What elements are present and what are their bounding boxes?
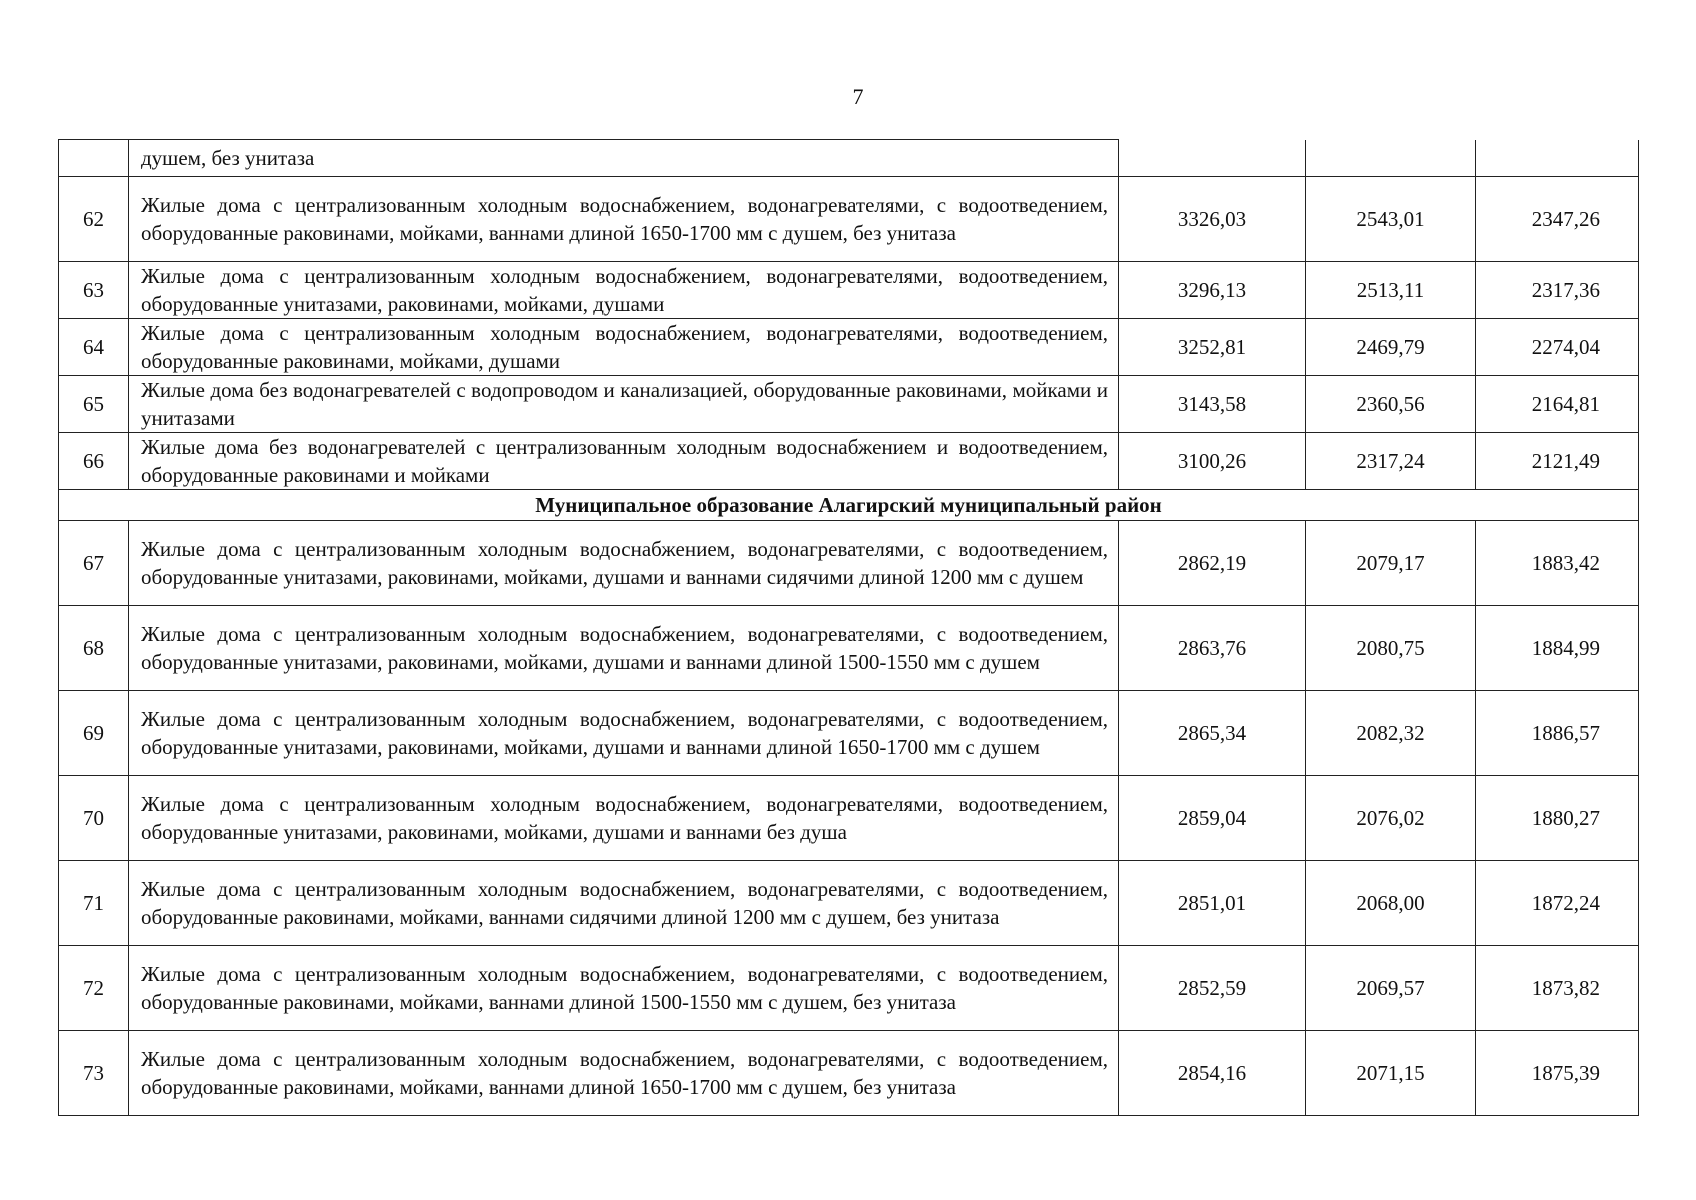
value-1: 3252,81 — [1119, 319, 1306, 376]
value-cell-3 — [1476, 140, 1639, 177]
row-number: 66 — [59, 433, 129, 490]
value-1: 2863,76 — [1119, 606, 1306, 691]
row-number: 68 — [59, 606, 129, 691]
value-cell-1 — [1119, 140, 1306, 177]
table-row — [59, 1031, 1639, 1116]
table-row — [59, 177, 1639, 262]
row-description: Жилые дома с централизованным холодным водоснабжением, водонагревателями, с водоотведением, оборудованные раковинами, мойками, ваннами длиной 1500-1550 мм с душем, без унитаза — [129, 946, 1119, 1031]
table-row — [59, 606, 1639, 691]
value-2: 2543,01 — [1306, 177, 1476, 262]
table-row — [59, 776, 1639, 861]
row-description: Жилые дома с централизованным холодным водоснабжением, водонагревателями, с водоотведением, оборудованные унитазами, раковинами, мойками, душами и ваннами сидячими длиной 1200 мм с душем — [129, 521, 1119, 606]
row-description: Жилые дома без водонагревателей с централизованным холодным водоснабжением и водоотведением, оборудованные раковинами и мойками — [129, 433, 1119, 490]
table-row — [59, 433, 1639, 490]
table-row — [59, 262, 1639, 319]
row-description: Жилые дома с централизованным холодным водоснабжением, водонагревателями, водоотведением, оборудованные унитазами, раковинами, мойками, душами — [129, 262, 1119, 319]
value-1: 2852,59 — [1119, 946, 1306, 1031]
row-description: Жилые дома с централизованным холодным водоснабжением, водонагревателями, с водоотведением, оборудованные раковинами, мойками, ваннами длиной 1650-1700 мм с душем, без унитаза — [129, 1031, 1119, 1116]
table-body-top — [59, 140, 1639, 490]
table-row — [59, 319, 1639, 376]
row-description: Жилые дома с централизованным холодным водоснабжением, водонагревателями, с водоотведением, оборудованные раковинами, мойками, ваннами сидячими длиной 1200 мм с душем, без унитаза — [129, 861, 1119, 946]
value-2: 2068,00 — [1306, 861, 1476, 946]
value-3: 2274,04 — [1476, 319, 1639, 376]
value-1: 3326,03 — [1119, 177, 1306, 262]
value-3: 1872,24 — [1476, 861, 1639, 946]
value-3: 1880,27 — [1476, 776, 1639, 861]
value-3: 1883,42 — [1476, 521, 1639, 606]
row-number: 63 — [59, 262, 129, 319]
value-1: 2851,01 — [1119, 861, 1306, 946]
value-2: 2513,11 — [1306, 262, 1476, 319]
section-header-row — [59, 490, 1639, 521]
value-1: 2865,34 — [1119, 691, 1306, 776]
row-number: 69 — [59, 691, 129, 776]
page-number: 7 — [852, 84, 864, 109]
value-2: 2071,15 — [1306, 1031, 1476, 1116]
section-title: Муниципальное образование Алагирский муниципальный район — [59, 490, 1639, 521]
tariff-table — [58, 139, 1639, 1116]
value-1: 3100,26 — [1119, 433, 1306, 490]
row-number: 70 — [59, 776, 129, 861]
row-number: 73 — [59, 1031, 129, 1116]
table-row — [59, 521, 1639, 606]
row-description: Жилые дома с централизованным холодным водоснабжением, водонагревателями, водоотведением, оборудованные раковинами, мойками, душами — [129, 319, 1119, 376]
value-1: 3143,58 — [1119, 376, 1306, 433]
row-description: Жилые дома с централизованным холодным водоснабжением, водонагревателями, с водоотведением, оборудованные унитазами, раковинами, мойками, душами и ваннами длиной 1650-1700 мм с душем — [129, 691, 1119, 776]
row-description: Жилые дома без водонагревателей с водопроводом и канализацией, оборудованные раковинами, мойками и унитазами — [129, 376, 1119, 433]
value-2: 2069,57 — [1306, 946, 1476, 1031]
value-1: 2859,04 — [1119, 776, 1306, 861]
value-1: 2862,19 — [1119, 521, 1306, 606]
table-row — [59, 861, 1639, 946]
value-cell-2 — [1306, 140, 1476, 177]
value-3: 1875,39 — [1476, 1031, 1639, 1116]
value-1: 3296,13 — [1119, 262, 1306, 319]
table-row — [59, 946, 1639, 1031]
row-number: 72 — [59, 946, 129, 1031]
value-2: 2317,24 — [1306, 433, 1476, 490]
value-3: 2317,36 — [1476, 262, 1639, 319]
row-number: 65 — [59, 376, 129, 433]
row-number: 71 — [59, 861, 129, 946]
value-2: 2079,17 — [1306, 521, 1476, 606]
row-description: Жилые дома с централизованным холодным водоснабжением, водонагревателями, водоотведением, оборудованные унитазами, раковинами, мойками, душами и ваннами без душа — [129, 776, 1119, 861]
value-2: 2082,32 — [1306, 691, 1476, 776]
value-3: 1886,57 — [1476, 691, 1639, 776]
value-2: 2080,75 — [1306, 606, 1476, 691]
value-3: 1873,82 — [1476, 946, 1639, 1031]
value-1: 2854,16 — [1119, 1031, 1306, 1116]
value-3: 2121,49 — [1476, 433, 1639, 490]
table-row — [59, 691, 1639, 776]
value-2: 2469,79 — [1306, 319, 1476, 376]
table-body-bottom — [59, 521, 1639, 1116]
row-description: Жилые дома с централизованным холодным водоснабжением, водонагревателями, с водоотведением, оборудованные раковинами, мойками, ваннами длиной 1650-1700 мм с душем, без унитаза — [129, 177, 1119, 262]
row-number: 64 — [59, 319, 129, 376]
row-description: Жилые дома с централизованным холодным водоснабжением, водонагревателями, с водоотведением, оборудованные унитазами, раковинами, мойками, душами и ваннами длиной 1500-1550 мм с душем — [129, 606, 1119, 691]
row-number: 67 — [59, 521, 129, 606]
value-3: 1884,99 — [1476, 606, 1639, 691]
value-3: 2164,81 — [1476, 376, 1639, 433]
row-number-cell — [59, 140, 129, 177]
value-2: 2076,02 — [1306, 776, 1476, 861]
table-row — [59, 376, 1639, 433]
row-number: 62 — [59, 177, 129, 262]
value-3: 2347,26 — [1476, 177, 1639, 262]
row-description-cell: душем, без унитаза — [129, 140, 1119, 177]
value-2: 2360,56 — [1306, 376, 1476, 433]
table-row-continuation — [59, 140, 1639, 177]
table-section — [59, 490, 1639, 521]
